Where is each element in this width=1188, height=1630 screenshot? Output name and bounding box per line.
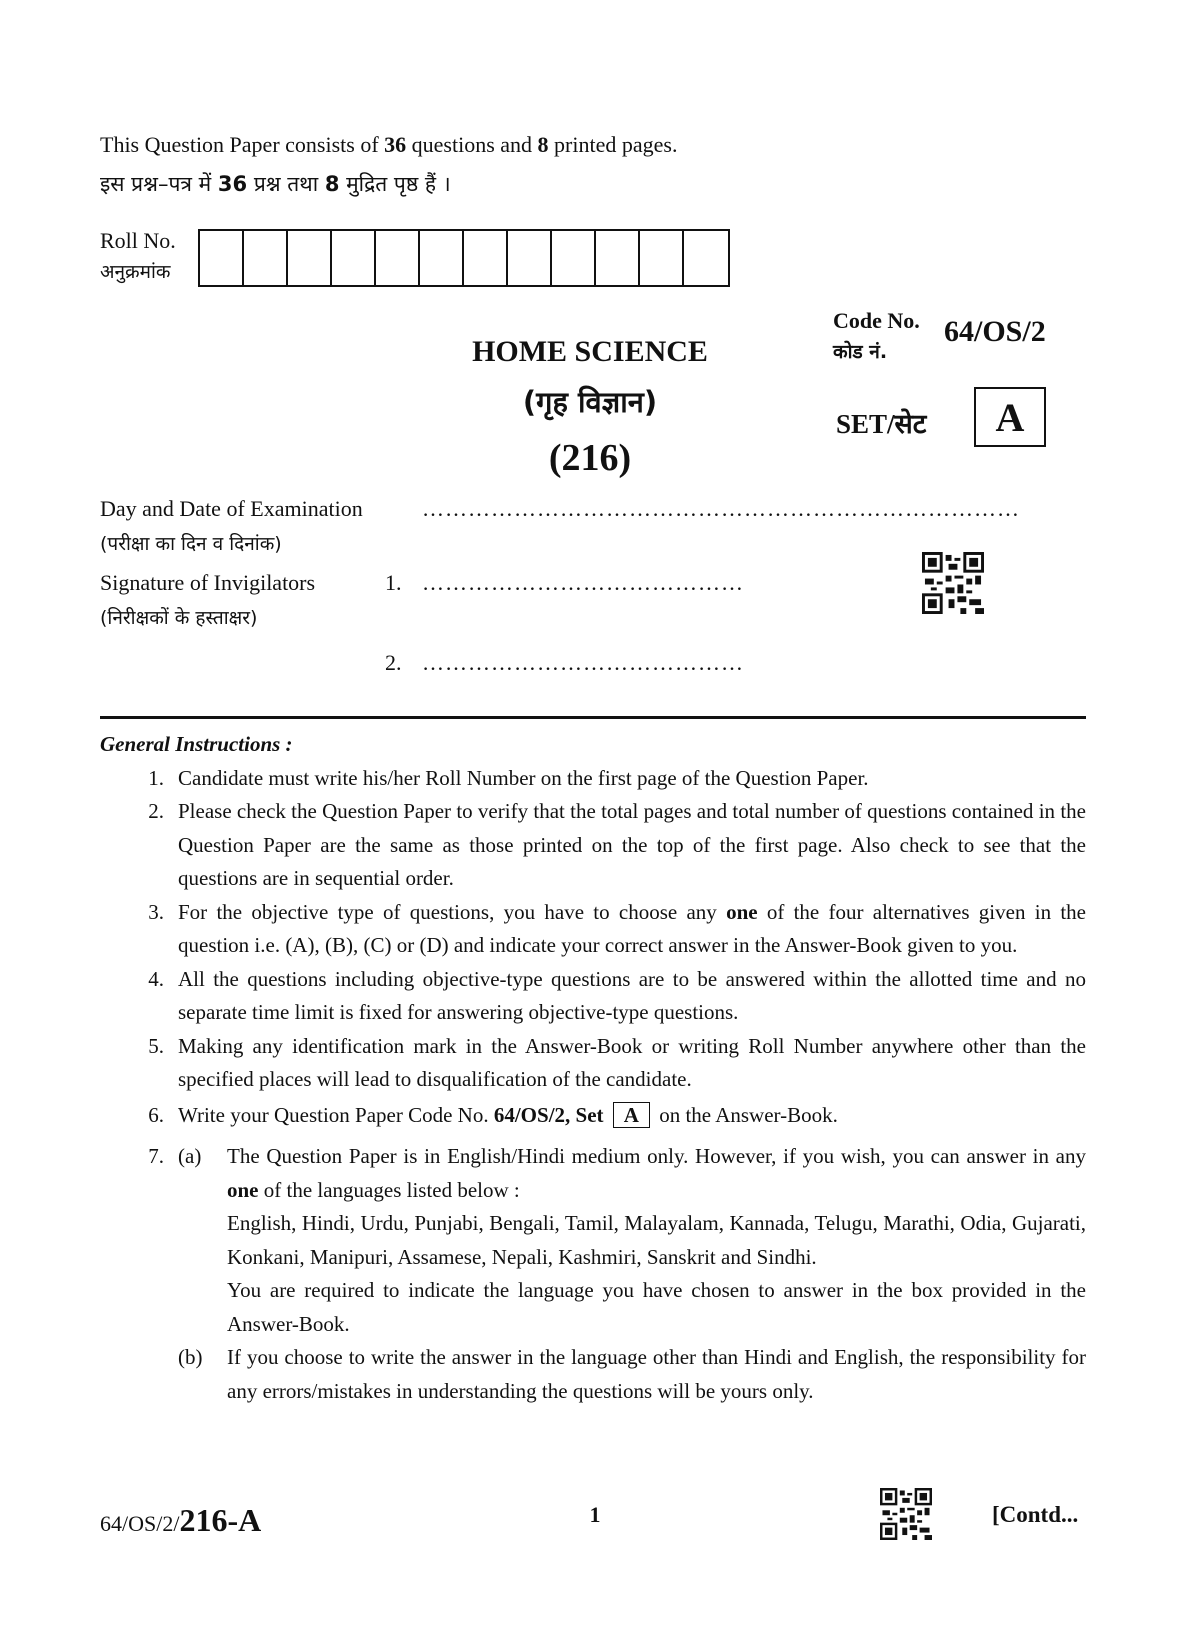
- roll-box[interactable]: [596, 231, 640, 285]
- instruction-item: 6. Write your Question Paper Code No. 64/OS/2, Set A on the Answer-Book.: [148, 1102, 838, 1127]
- code-label-hi: कोड नं.: [833, 341, 888, 363]
- instruction-item: 4. All the questions including objective-type questions are to be answered within the allotted time and no separate time limit is fixed for answering objective-type questions.: [148, 966, 1086, 1024]
- roll-label-hi: अनुक्रमांक: [100, 261, 171, 283]
- roll-box[interactable]: [420, 231, 464, 285]
- exam-date-field[interactable]: ……………………………………………………………………: [422, 496, 1020, 521]
- code-value: 64/OS/2: [944, 315, 1046, 348]
- set-box: A: [974, 387, 1046, 447]
- signature-1-number: 1.: [385, 570, 402, 595]
- roll-box[interactable]: [332, 231, 376, 285]
- paper-info-line-hi: इस प्रश्न–पत्र में 36 प्रश्न तथा 8 मुद्रित पृष्ठ हैं ।: [100, 172, 451, 196]
- page-number: 1: [589, 1502, 601, 1527]
- set-inline-box: A: [613, 1102, 650, 1128]
- signature-1-field[interactable]: ……………………………………: [422, 570, 744, 595]
- roll-box[interactable]: [684, 231, 728, 285]
- roll-box[interactable]: [376, 231, 420, 285]
- subject-title-en: HOME SCIENCE: [472, 335, 708, 368]
- instruction-item: 5. Making any identification mark in the Answer-Book or writing Roll Number anywhere other than the specified places will lead to disqualification of the candidate.: [148, 1033, 1086, 1091]
- footer-paper-code: 64/OS/2/216-A: [100, 1502, 262, 1538]
- subject-number: (216): [548, 437, 632, 479]
- qr-code-icon: [880, 1488, 932, 1540]
- exam-date-label-hi: (परीक्षा का दिन व दिनांक): [100, 533, 282, 555]
- instruction-sub-b: (b) If you choose to write the answer in the language other than Hindi and English, the responsibility for any errors/mistakes in understanding the questions will be yours only.: [178, 1345, 1086, 1403]
- roll-box[interactable]: [552, 231, 596, 285]
- roll-number-boxes[interactable]: [198, 229, 730, 287]
- signature-label-en: Signature of Invigilators: [100, 570, 316, 595]
- code-label-en: Code No.: [833, 308, 920, 333]
- roll-box[interactable]: [508, 231, 552, 285]
- instruction-item: 1. Candidate must write his/her Roll Number on the first page of the Question Paper.: [148, 765, 869, 790]
- signature-label-hi: (निरीक्षकों के हस्ताक्षर): [100, 607, 258, 629]
- instruction-item: 7. (a) The Question Paper is in English/Hindi medium only. However, if you wish, you can answer in any one of the languages listed below : English, Hindi, Urdu, Punjabi, Bengali, Tamil, Malayalam, Kannada, Telugu, Marathi, Odia, Gujarati, Konkani, Manipuri, Assamese, Nepali, Kashmiri, Sanskrit and Sindhi. You are required to indicate the language you have chosen to answer in the box provided in the Answer-Book. (b) If you choose to write the answer in the language other than Hindi and English, the responsibility for any errors/mistakes in understanding the questions will be yours only.: [100, 1140, 1086, 1408]
- exam-date-label-en: Day and Date of Examination: [100, 496, 363, 521]
- general-instructions: [100, 728, 1086, 1408]
- roll-box[interactable]: [640, 231, 684, 285]
- instruction-sub-a: (a) The Question Paper is in English/Hindi medium only. However, if you wish, you can answer in any one of the languages listed below : English, Hindi, Urdu, Punjabi, Bengali, Tamil, Malayalam, Kannada, Telugu, Marathi, Odia, Gujarati, Konkani, Manipuri, Assamese, Nepali, Kashmiri, Sanskrit and Sindhi. You are required to indicate the language you have chosen to answer in the box provided in the Answer-Book.: [178, 1144, 1086, 1336]
- roll-box[interactable]: [244, 231, 288, 285]
- subject-title-hi: (गृह विज्ञान): [522, 385, 658, 419]
- continued-label: [Contd...: [992, 1502, 1079, 1527]
- roll-box[interactable]: [200, 231, 244, 285]
- qr-code-icon: [922, 552, 984, 614]
- signature-2-number: 2.: [385, 650, 402, 675]
- roll-box[interactable]: [464, 231, 508, 285]
- paper-info-line-en: This Question Paper consists of 36 questions and 8 printed pages.: [100, 132, 678, 157]
- roll-label-en: Roll No.: [100, 228, 176, 253]
- roll-box[interactable]: [288, 231, 332, 285]
- instruction-item: 3. For the objective type of questions, you have to choose any one of the four alternatives given in the question i.e. (A), (B), (C) or (D) and indicate your correct answer in the Answer-Book given to you.: [148, 899, 1086, 957]
- instructions-heading: General Instructions :: [100, 732, 293, 756]
- instruction-item: 2. Please check the Question Paper to verify that the total pages and total number of questions contained in the Question Paper are the same as those printed on the top of the first page. Also check to see that the questions are in sequential order.: [148, 799, 1086, 890]
- section-divider: [100, 716, 1086, 719]
- set-label: SET/सेट: [836, 409, 927, 439]
- signature-2-field[interactable]: ……………………………………: [422, 650, 744, 675]
